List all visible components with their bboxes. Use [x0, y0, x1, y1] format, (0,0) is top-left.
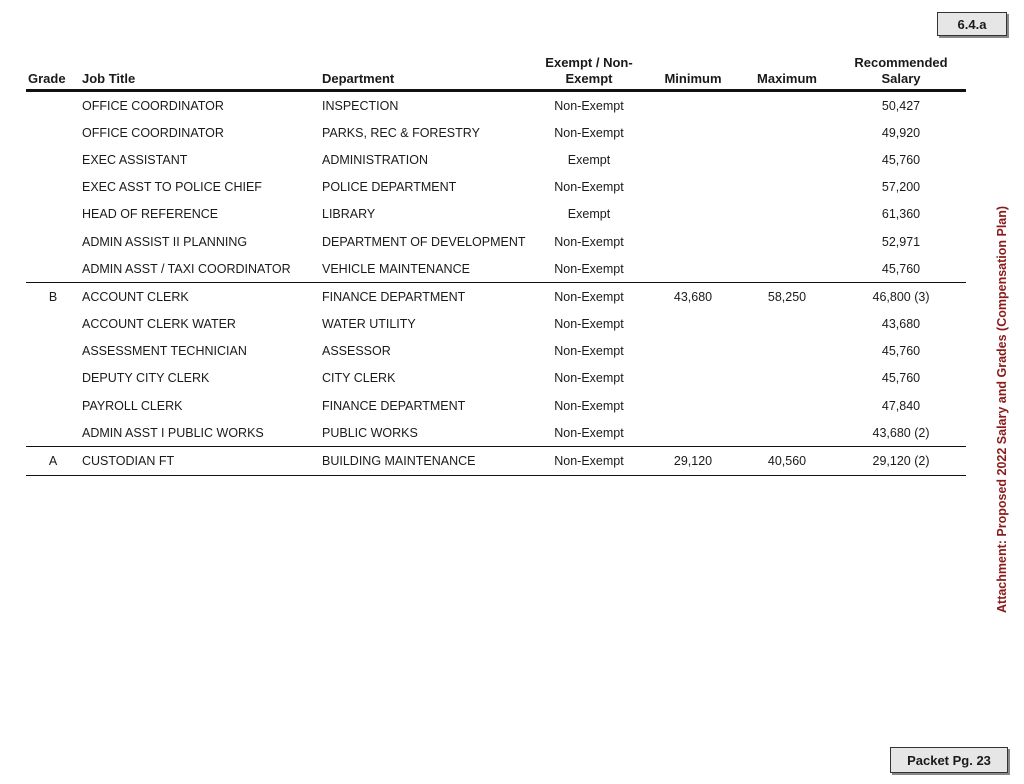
cell-minimum: [648, 174, 738, 201]
cell-department: ASSESSOR: [322, 344, 391, 359]
cell-job-title: EXEC ASSISTANT: [82, 152, 188, 167]
cell-salary: 45,760: [881, 371, 921, 386]
col-header-salary: Recommended Salary: [836, 55, 966, 91]
table-row: [26, 119, 966, 146]
cell-exempt: Non-Exempt: [530, 419, 648, 447]
cell-grade: [26, 201, 80, 228]
cell-salary: 45,760: [836, 255, 966, 283]
cell-minimum: 43,680: [673, 289, 713, 304]
cell-job-title: ACCOUNT CLERK: [82, 289, 189, 304]
cell-minimum: [648, 255, 738, 283]
cell-grade: [26, 255, 80, 283]
cell-department: FINANCE DEPARTMENT: [322, 289, 466, 304]
cell-maximum: [738, 255, 836, 283]
salary-table: [26, 55, 966, 476]
col-header-grade: Grade: [26, 55, 80, 91]
cell-exempt: Non-Exempt: [554, 398, 624, 413]
cell-salary: 61,360: [881, 207, 921, 222]
table-row: [26, 146, 966, 173]
cell-grade: [26, 311, 80, 338]
cell-department: DEPARTMENT OF DEVELOPMENT: [322, 234, 526, 249]
cell-minimum: [648, 338, 738, 365]
cell-minimum: [648, 311, 738, 338]
cell-salary: 45,760: [881, 152, 921, 167]
table-row: [26, 201, 966, 228]
cell-department: BUILDING MAINTENANCE: [320, 447, 530, 475]
cell-maximum: [738, 392, 836, 419]
cell-salary: 43,680 (2): [836, 419, 966, 447]
cell-exempt: Non-Exempt: [530, 447, 648, 475]
col-header-department: Department: [320, 55, 530, 91]
table-row: [26, 255, 966, 283]
cell-minimum: [648, 419, 738, 447]
cell-minimum: [648, 392, 738, 419]
col-header-maximum: Maximum: [738, 55, 836, 91]
cell-job-title: PAYROLL CLERK: [82, 398, 183, 413]
cell-salary: 50,427: [881, 98, 921, 113]
cell-exempt: Non-Exempt: [554, 125, 624, 140]
cell-grade: [26, 419, 80, 447]
section-tag: 6.4.a: [937, 12, 1007, 36]
cell-department: LIBRARY: [322, 207, 376, 222]
cell-department: PARKS, REC & FORESTRY: [322, 125, 480, 140]
cell-grade: [26, 392, 80, 419]
cell-salary: 43,680: [881, 317, 921, 332]
cell-department: CITY CLERK: [322, 371, 396, 386]
cell-job-title: DEPUTY CITY CLERK: [82, 371, 210, 386]
table-row: [26, 365, 966, 392]
cell-minimum: [648, 91, 738, 120]
cell-exempt: Non-Exempt: [554, 289, 624, 304]
cell-minimum: [648, 365, 738, 392]
table-header-row: [26, 55, 966, 91]
cell-exempt: Exempt: [567, 207, 611, 222]
packet-page-label: Packet Pg. 23: [890, 747, 1008, 773]
table-row: [26, 283, 966, 311]
cell-department: ADMINISTRATION: [322, 152, 429, 167]
cell-job-title: ADMIN ASSIST II PLANNING: [82, 234, 248, 249]
col-header-minimum: Minimum: [648, 55, 738, 91]
table-row: [26, 447, 966, 475]
cell-department: VEHICLE MAINTENANCE: [320, 255, 530, 283]
cell-grade: B: [48, 289, 58, 304]
cell-maximum: [738, 311, 836, 338]
cell-salary: 57,200: [881, 180, 921, 195]
cell-salary: 46,800 (3): [872, 289, 930, 304]
cell-exempt: Non-Exempt: [554, 180, 624, 195]
cell-grade: [26, 174, 80, 201]
cell-job-title: CUSTODIAN FT: [80, 447, 320, 475]
cell-department: INSPECTION: [322, 98, 399, 113]
cell-exempt: Non-Exempt: [530, 255, 648, 283]
cell-exempt: Non-Exempt: [554, 371, 624, 386]
table-row: [26, 311, 966, 338]
table-row: [26, 338, 966, 365]
cell-department: WATER UTILITY: [322, 317, 416, 332]
cell-job-title: ACCOUNT CLERK WATER: [82, 317, 236, 332]
cell-salary: 29,120 (2): [836, 447, 966, 475]
cell-salary: 45,760: [881, 344, 921, 359]
table-row: [26, 174, 966, 201]
cell-maximum: [738, 228, 836, 255]
cell-job-title: EXEC ASST TO POLICE CHIEF: [82, 180, 262, 195]
cell-grade: [26, 228, 80, 255]
col-header-job-title: Job Title: [80, 55, 320, 91]
cell-job-title: HEAD OF REFERENCE: [82, 207, 219, 222]
cell-salary: 49,920: [881, 125, 921, 140]
cell-exempt: Non-Exempt: [554, 234, 624, 249]
cell-minimum: [648, 228, 738, 255]
cell-grade: [26, 146, 80, 173]
cell-minimum: [648, 119, 738, 146]
cell-grade: [26, 119, 80, 146]
cell-grade: [26, 365, 80, 392]
cell-minimum: [648, 146, 738, 173]
cell-maximum: [738, 365, 836, 392]
attachment-note: Attachment: Proposed 2022 Salary and Grades (Compensation Plan): [995, 205, 1009, 613]
cell-salary: 47,840: [881, 398, 921, 413]
cell-exempt: Exempt: [567, 152, 611, 167]
cell-exempt: Non-Exempt: [554, 317, 624, 332]
cell-minimum: [648, 201, 738, 228]
table-row: [26, 228, 966, 255]
cell-maximum: 40,560: [738, 447, 836, 475]
cell-maximum: [738, 174, 836, 201]
table-row: [26, 419, 966, 447]
cell-exempt: Non-Exempt: [554, 344, 624, 359]
cell-grade: A: [26, 447, 80, 475]
cell-department: FINANCE DEPARTMENT: [322, 398, 466, 413]
cell-maximum: [738, 119, 836, 146]
table-row: [26, 392, 966, 419]
cell-job-title: OFFICE COORDINATOR: [82, 98, 224, 113]
col-header-exempt: Exempt / Non-Exempt: [530, 55, 648, 91]
cell-salary: 52,971: [881, 234, 921, 249]
cell-minimum: 29,120: [648, 447, 738, 475]
cell-job-title: ASSESSMENT TECHNICIAN: [82, 344, 247, 359]
cell-job-title: ADMIN ASST I PUBLIC WORKS: [80, 419, 320, 447]
cell-maximum: [738, 201, 836, 228]
cell-maximum: [738, 338, 836, 365]
cell-maximum: [738, 91, 836, 120]
table-row: [26, 91, 966, 120]
cell-department: PUBLIC WORKS: [320, 419, 530, 447]
cell-exempt: Non-Exempt: [554, 98, 624, 113]
cell-job-title: ADMIN ASST / TAXI COORDINATOR: [80, 255, 320, 283]
cell-maximum: 58,250: [767, 289, 807, 304]
cell-grade: [26, 338, 80, 365]
cell-grade: [26, 91, 80, 120]
cell-maximum: [738, 146, 836, 173]
cell-department: POLICE DEPARTMENT: [322, 180, 457, 195]
cell-maximum: [738, 419, 836, 447]
cell-job-title: OFFICE COORDINATOR: [82, 125, 224, 140]
